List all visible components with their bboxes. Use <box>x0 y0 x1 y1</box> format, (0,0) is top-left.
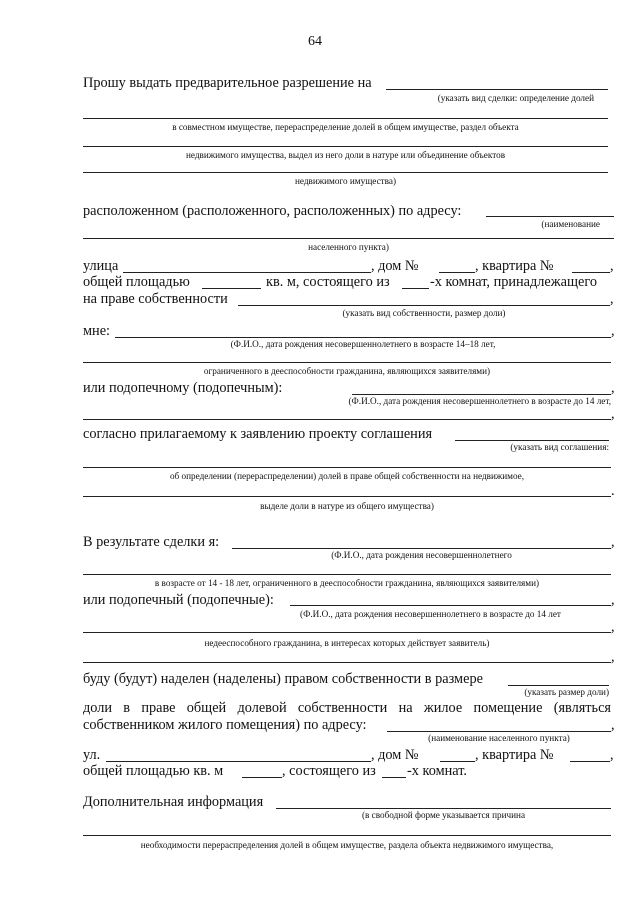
house-label: , дом № <box>371 258 419 274</box>
additional-info-input[interactable] <box>276 808 611 809</box>
comma: , <box>611 380 615 396</box>
deal-type-line-4[interactable] <box>83 172 608 173</box>
comma: , <box>611 323 615 339</box>
result-label: В результате сделки я: <box>83 534 220 550</box>
agreement-type-input[interactable] <box>455 440 609 441</box>
me-input[interactable] <box>115 337 611 338</box>
caption-result-me-2: в возрасте от 14 - 18 лет, ограниченного в дееспособности гражданина, являющихся заявителями) <box>154 578 540 588</box>
caption-additional-info-2: необходимости перераспределения долей в общем имуществе, раздела объекта недвижимого имущества, <box>140 840 554 850</box>
deal-type-line-3[interactable] <box>83 146 608 147</box>
apartment-input-2[interactable] <box>570 761 610 762</box>
area-label-2: общей площадью кв. м <box>83 763 224 779</box>
caption-result-ward-2: недееспособного гражданина, в интересах которых действует заявитель) <box>204 638 490 648</box>
ward-label: или подопечному (подопечным): <box>83 380 283 396</box>
owner-address-text: собственником жилого помещения) по адресу: <box>83 717 367 733</box>
settlement-line-2[interactable] <box>83 238 614 239</box>
comma: , <box>611 534 615 550</box>
agreement-text: согласно прилагаемому к заявлению проекту соглашения <box>83 426 433 442</box>
result-ward-label: или подопечный (подопечные): <box>83 592 274 608</box>
result-ward-input-3[interactable] <box>83 662 611 663</box>
comma: , <box>610 747 614 763</box>
additional-info-input-2[interactable] <box>83 835 611 836</box>
comma: , <box>610 291 614 307</box>
agreement-type-input-3[interactable] <box>83 496 611 497</box>
located-text: расположенном (расположенного, расположенных) по адресу: <box>83 203 462 219</box>
me-input-2[interactable] <box>83 362 611 363</box>
rooms-label: кв. м, состоящего из <box>266 274 390 290</box>
rooms-suffix: -х комнат. <box>407 763 468 779</box>
result-ward-input[interactable] <box>290 605 611 606</box>
house-label-2: , дом № <box>371 747 419 763</box>
apartment-label-2: , квартира № <box>475 747 554 763</box>
caption-deal-type-2: в совместном имуществе, перераспределение долей в общем имуществе, раздел объекта <box>172 122 519 132</box>
me-label: мне: <box>83 323 111 339</box>
share-text-2: доли в праве общей долевой собственности на жилое помещение (являться <box>83 700 611 716</box>
caption-deal-type: (указать вид сделки: определение долей <box>437 93 594 103</box>
caption-agreement-2: об определении (перераспределении) долей в праве общей собственности на недвижимое, <box>169 471 525 481</box>
caption-ownership: (указать вид собственности, размер доли) <box>342 308 506 318</box>
ownership-input[interactable] <box>238 305 610 306</box>
rooms-input-2[interactable] <box>382 777 406 778</box>
caption-ward: (Ф.И.О., дата рождения несовершеннолетнего в возрасте до 14 лет, <box>348 396 611 406</box>
agreement-type-input-2[interactable] <box>83 467 611 468</box>
house-input[interactable] <box>439 272 475 273</box>
caption-settlement-2: населенного пункта) <box>308 242 389 252</box>
caption-share: (указать размер доли) <box>524 687 609 697</box>
ward-input-2[interactable] <box>83 419 611 420</box>
comma: , <box>611 592 615 608</box>
comma: , <box>611 406 615 422</box>
result-me-input-2[interactable] <box>83 574 611 575</box>
caption-result-ward: (Ф.И.О., дата рождения несовершеннолетнего в возрасте до 14 лет <box>300 609 561 619</box>
belonging-label: -х комнат, принадлежащего <box>430 274 598 290</box>
ownership-label: на праве собственности <box>83 291 228 307</box>
caption-owner-settlement: (наименование населенного пункта) <box>428 733 570 743</box>
house-input-2[interactable] <box>440 761 475 762</box>
page-number: 64 <box>308 34 322 49</box>
request-text: Прошу выдать предварительное разрешение на <box>83 75 372 91</box>
caption-deal-type-4: недвижимого имущества) <box>294 176 397 186</box>
owner-settlement-input[interactable] <box>387 731 611 732</box>
settlement-line[interactable] <box>486 216 614 217</box>
deal-type-line[interactable] <box>386 89 608 90</box>
result-me-input[interactable] <box>232 548 611 549</box>
rooms-label-2: , состоящего из <box>282 763 376 779</box>
caption-me-2: ограниченного в дееспособности гражданина, являющихся заявителями) <box>203 366 491 376</box>
caption-agreement-3: выделе доли в натуре из общего имущества) <box>260 501 434 511</box>
area-label: общей площадью <box>83 274 190 290</box>
share-input[interactable] <box>508 685 609 686</box>
comma: , <box>610 258 614 274</box>
apartment-label: , квартира № <box>475 258 554 274</box>
caption-result-me: (Ф.И.О., дата рождения несовершеннолетнего <box>331 550 512 560</box>
caption-agreement: (указать вид соглашения: <box>510 442 609 452</box>
street-label: улица <box>83 258 119 274</box>
result-ward-input-2[interactable] <box>83 632 611 633</box>
apartment-input[interactable] <box>572 272 610 273</box>
caption-settlement: (наименование <box>541 219 600 229</box>
street-input-2[interactable] <box>106 761 371 762</box>
caption-additional-info: (в свободной форме указывается причина <box>361 810 526 820</box>
ward-input[interactable] <box>352 394 611 395</box>
comma: , <box>611 619 615 635</box>
additional-info-label: Дополнительная информация <box>83 794 264 810</box>
street-label-2: ул. <box>83 747 101 763</box>
share-text: буду (будут) наделен (наделены) правом собственности в размере <box>83 671 483 687</box>
area-input[interactable] <box>202 288 261 289</box>
period: . <box>611 483 615 499</box>
deal-type-line-2[interactable] <box>83 118 608 119</box>
rooms-input[interactable] <box>402 288 429 289</box>
area-input-2[interactable] <box>242 777 282 778</box>
comma: , <box>611 649 615 665</box>
comma: , <box>611 717 615 733</box>
street-input[interactable] <box>123 272 371 273</box>
caption-deal-type-3: недвижимого имущества, выдел из него доли в натуре или объединение объектов <box>185 150 506 160</box>
caption-me: (Ф.И.О., дата рождения несовершеннолетнего в возрасте 14–18 лет, <box>230 339 496 349</box>
